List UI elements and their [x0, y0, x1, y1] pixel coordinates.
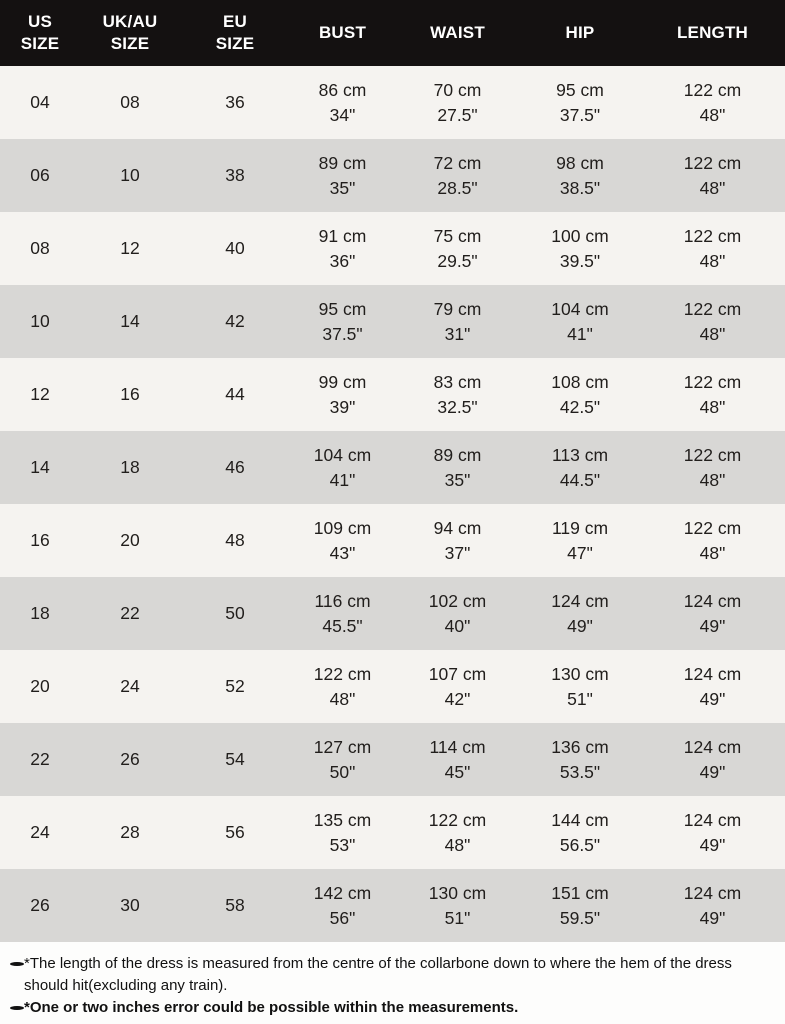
- cell-eu-size: 42: [225, 311, 245, 331]
- cell-us-size: 16: [30, 530, 50, 550]
- cell-us-size: 12: [30, 384, 50, 404]
- value-cm: 124 cm: [683, 809, 742, 830]
- cell-length: [640, 431, 785, 504]
- cell-uk-size: 18: [120, 457, 140, 477]
- cell-length: [640, 66, 785, 139]
- value-cm: 95 cm: [318, 298, 367, 319]
- value-cm: 151 cm: [551, 882, 609, 903]
- cell-bust: [290, 504, 395, 577]
- cell-uk-size: 30: [120, 895, 140, 915]
- value-cm: 100 cm: [551, 225, 609, 246]
- value-cm: 83 cm: [433, 371, 482, 392]
- value-inch: 37.5": [559, 104, 601, 125]
- cell-waist: [395, 650, 520, 723]
- value-inch: 40": [444, 615, 471, 636]
- cell-eu-size: 44: [225, 384, 245, 404]
- value-cm: 122 cm: [683, 152, 742, 173]
- value-cm: 70 cm: [433, 79, 482, 100]
- value-cm: 89 cm: [318, 152, 367, 173]
- cell-eu-size: 54: [225, 749, 245, 769]
- value-inch: 34": [329, 104, 356, 125]
- value-cm: 98 cm: [556, 152, 604, 173]
- cell-hip: [520, 650, 640, 723]
- cell-bust: [290, 796, 395, 869]
- value-inch: 53.5": [559, 761, 601, 782]
- value-inch: 48": [699, 104, 726, 125]
- cell-uk-size: 08: [120, 92, 140, 112]
- table-row: [0, 66, 785, 139]
- cell-length: [640, 285, 785, 358]
- value-cm: 75 cm: [433, 225, 482, 246]
- value-cm: 130 cm: [428, 882, 487, 903]
- value-cm: 144 cm: [551, 809, 609, 830]
- value-cm: 72 cm: [433, 152, 482, 173]
- value-cm: 127 cm: [313, 736, 372, 757]
- value-inch: 49": [699, 615, 726, 636]
- cell-hip: [520, 66, 640, 139]
- cell-hip: [520, 504, 640, 577]
- value-cm: 107 cm: [428, 663, 487, 684]
- cell-uk-size: 16: [120, 384, 140, 404]
- column-header-us-size: [0, 0, 80, 66]
- cell-eu-size: 56: [225, 822, 245, 842]
- size-chart-body: [0, 66, 785, 942]
- value-cm: 124 cm: [683, 736, 742, 757]
- cell-hip: [520, 577, 640, 650]
- value-cm: 104 cm: [551, 298, 609, 319]
- value-cm: 122 cm: [313, 663, 372, 684]
- cell-hip: [520, 723, 640, 796]
- cell-hip: [520, 869, 640, 942]
- cell-bust: [290, 285, 395, 358]
- cell-hip: [520, 212, 640, 285]
- value-cm: 136 cm: [551, 736, 609, 757]
- value-inch: 42": [444, 688, 471, 709]
- cell-length: [640, 504, 785, 577]
- cell-us-size: 08: [30, 238, 50, 258]
- value-cm: 119 cm: [551, 517, 609, 538]
- size-chart-header: [0, 0, 785, 66]
- cell-us-size: 10: [30, 311, 50, 331]
- value-inch: 35": [329, 177, 356, 198]
- cell-eu-size: 40: [225, 238, 245, 258]
- cell-waist: [395, 723, 520, 796]
- value-cm: 91 cm: [318, 225, 367, 246]
- value-inch: 50": [329, 761, 356, 782]
- value-cm: 142 cm: [313, 882, 372, 903]
- cell-hip: [520, 285, 640, 358]
- cell-uk-size: 14: [120, 311, 140, 331]
- footnotes: [0, 942, 785, 1019]
- table-row: [0, 577, 785, 650]
- table-row: [0, 285, 785, 358]
- value-inch: 48": [699, 177, 726, 198]
- header-line: EU: [222, 12, 248, 31]
- value-inch: 49": [699, 761, 726, 782]
- note-text: *One or two inches error could be possible within the measurements.: [24, 999, 519, 1016]
- cell-bust: [290, 869, 395, 942]
- column-header-eu-size: [180, 0, 290, 66]
- note-item: [8, 953, 777, 997]
- value-inch: 48": [444, 834, 471, 855]
- value-inch: 56.5": [559, 834, 601, 855]
- cell-uk-size: 24: [120, 676, 140, 696]
- value-cm: 89 cm: [433, 444, 482, 465]
- column-header-length: LENGTH: [640, 0, 785, 66]
- value-cm: 124 cm: [683, 590, 742, 611]
- value-cm: 122 cm: [683, 371, 742, 392]
- cell-length: [640, 650, 785, 723]
- value-inch: 48": [329, 688, 356, 709]
- header-line: SIZE: [110, 34, 150, 53]
- value-cm: 109 cm: [313, 517, 372, 538]
- value-cm: 122 cm: [683, 79, 742, 100]
- cell-length: [640, 869, 785, 942]
- value-inch: 37.5": [322, 323, 363, 344]
- cell-us-size: 26: [30, 895, 50, 915]
- value-inch: 36": [329, 250, 356, 271]
- cell-waist: [395, 869, 520, 942]
- column-header-bust: BUST: [290, 0, 395, 66]
- value-inch: 51": [444, 907, 471, 928]
- table-row: [0, 504, 785, 577]
- table-row: [0, 796, 785, 869]
- value-inch: 59.5": [559, 907, 601, 928]
- value-cm: 108 cm: [551, 371, 609, 392]
- cell-waist: [395, 358, 520, 431]
- value-cm: 114 cm: [429, 736, 486, 757]
- cell-us-size: 06: [30, 165, 50, 185]
- cell-bust: [290, 139, 395, 212]
- value-cm: 122 cm: [683, 444, 742, 465]
- header-line: US: [27, 12, 53, 31]
- value-inch: 56": [329, 907, 356, 928]
- note-text: *The length of the dress is measured from the centre of the collarbone down to where the hem of the dress should hit(excluding any train).: [24, 955, 732, 994]
- cell-length: [640, 577, 785, 650]
- cell-bust: [290, 358, 395, 431]
- cell-us-size: 22: [30, 749, 50, 769]
- cell-bust: [290, 431, 395, 504]
- header-row: [0, 0, 785, 66]
- cell-uk-size: 22: [120, 603, 140, 623]
- value-cm: 124 cm: [683, 663, 742, 684]
- table-row: [0, 650, 785, 723]
- table-row: [0, 869, 785, 942]
- cell-us-size: 18: [30, 603, 50, 623]
- value-inch: 31": [444, 323, 471, 344]
- cell-length: [640, 139, 785, 212]
- value-inch: 27.5": [437, 104, 478, 125]
- value-cm: 102 cm: [428, 590, 487, 611]
- value-inch: 45.5": [322, 615, 363, 636]
- cell-eu-size: 36: [225, 92, 245, 112]
- table-row: [0, 431, 785, 504]
- value-cm: 95 cm: [556, 79, 604, 100]
- value-cm: 116 cm: [314, 590, 371, 611]
- value-cm: 135 cm: [313, 809, 372, 830]
- column-header-hip: HIP: [520, 0, 640, 66]
- cell-hip: [520, 796, 640, 869]
- table-row: [0, 723, 785, 796]
- table-row: [0, 358, 785, 431]
- header-line: SIZE: [20, 34, 60, 53]
- value-inch: 48": [699, 542, 726, 563]
- cell-uk-size: 26: [120, 749, 140, 769]
- value-inch: 29.5": [437, 250, 478, 271]
- cell-waist: [395, 577, 520, 650]
- value-inch: 44.5": [559, 469, 601, 490]
- value-inch: 35": [444, 469, 471, 490]
- cell-eu-size: 52: [225, 676, 245, 696]
- column-header-uk-au-size: [80, 0, 180, 66]
- cell-length: [640, 723, 785, 796]
- value-cm: 79 cm: [433, 298, 482, 319]
- cell-bust: [290, 577, 395, 650]
- value-cm: 122 cm: [428, 809, 487, 830]
- value-inch: 43": [329, 542, 356, 563]
- value-cm: 122 cm: [683, 225, 742, 246]
- value-inch: 48": [699, 250, 726, 271]
- cell-uk-size: 20: [120, 530, 140, 550]
- cell-uk-size: 12: [120, 238, 140, 258]
- column-header-waist: WAIST: [395, 0, 520, 66]
- cell-bust: [290, 723, 395, 796]
- cell-us-size: 04: [30, 92, 50, 112]
- table-row: [0, 212, 785, 285]
- value-inch: 38.5": [559, 177, 601, 198]
- cell-us-size: 20: [30, 676, 50, 696]
- header-line: SIZE: [215, 34, 255, 53]
- value-cm: 104 cm: [313, 444, 372, 465]
- cell-hip: [520, 358, 640, 431]
- value-inch: 49": [699, 688, 726, 709]
- value-inch: 48": [699, 323, 726, 344]
- value-cm: 130 cm: [551, 663, 609, 684]
- bullet-icon: [10, 1006, 24, 1010]
- value-inch: 32.5": [437, 396, 478, 417]
- value-cm: 122 cm: [683, 517, 742, 538]
- cell-bust: [290, 66, 395, 139]
- value-inch: 48": [699, 396, 726, 417]
- cell-waist: [395, 66, 520, 139]
- bullet-icon: [10, 962, 24, 966]
- cell-eu-size: 38: [225, 165, 245, 185]
- value-inch: 28.5": [437, 177, 478, 198]
- cell-us-size: 14: [30, 457, 50, 477]
- cell-hip: [520, 431, 640, 504]
- note-item: [8, 997, 777, 1019]
- value-inch: 49": [699, 834, 726, 855]
- cell-uk-size: 28: [120, 822, 140, 842]
- value-inch: 39.5": [559, 250, 601, 271]
- cell-bust: [290, 212, 395, 285]
- cell-length: [640, 796, 785, 869]
- value-inch: 39": [329, 396, 356, 417]
- cell-waist: [395, 431, 520, 504]
- value-cm: 94 cm: [433, 517, 482, 538]
- value-inch: 37": [444, 542, 471, 563]
- header-line: UK/AU: [102, 12, 158, 31]
- value-cm: 124 cm: [683, 882, 742, 903]
- table-row: [0, 139, 785, 212]
- value-inch: 49": [567, 615, 593, 636]
- cell-waist: [395, 212, 520, 285]
- cell-bust: [290, 650, 395, 723]
- cell-waist: [395, 796, 520, 869]
- cell-waist: [395, 504, 520, 577]
- cell-eu-size: 46: [225, 457, 245, 477]
- value-inch: 47": [567, 542, 593, 563]
- value-inch: 41": [567, 323, 593, 344]
- value-inch: 53": [329, 834, 356, 855]
- cell-eu-size: 58: [225, 895, 245, 915]
- cell-waist: [395, 139, 520, 212]
- value-inch: 45": [444, 761, 471, 782]
- value-cm: 124 cm: [551, 590, 609, 611]
- cell-uk-size: 10: [120, 165, 140, 185]
- cell-waist: [395, 285, 520, 358]
- value-cm: 99 cm: [318, 371, 367, 392]
- cell-eu-size: 48: [225, 530, 245, 550]
- value-inch: 42.5": [559, 396, 601, 417]
- value-inch: 41": [329, 469, 356, 490]
- cell-length: [640, 358, 785, 431]
- value-cm: 86 cm: [318, 79, 367, 100]
- cell-us-size: 24: [30, 822, 50, 842]
- value-inch: 51": [567, 688, 593, 709]
- value-cm: 122 cm: [683, 298, 742, 319]
- value-inch: 49": [699, 907, 726, 928]
- value-inch: 48": [699, 469, 726, 490]
- cell-eu-size: 50: [225, 603, 245, 623]
- value-cm: 113 cm: [551, 444, 609, 465]
- cell-length: [640, 212, 785, 285]
- cell-hip: [520, 139, 640, 212]
